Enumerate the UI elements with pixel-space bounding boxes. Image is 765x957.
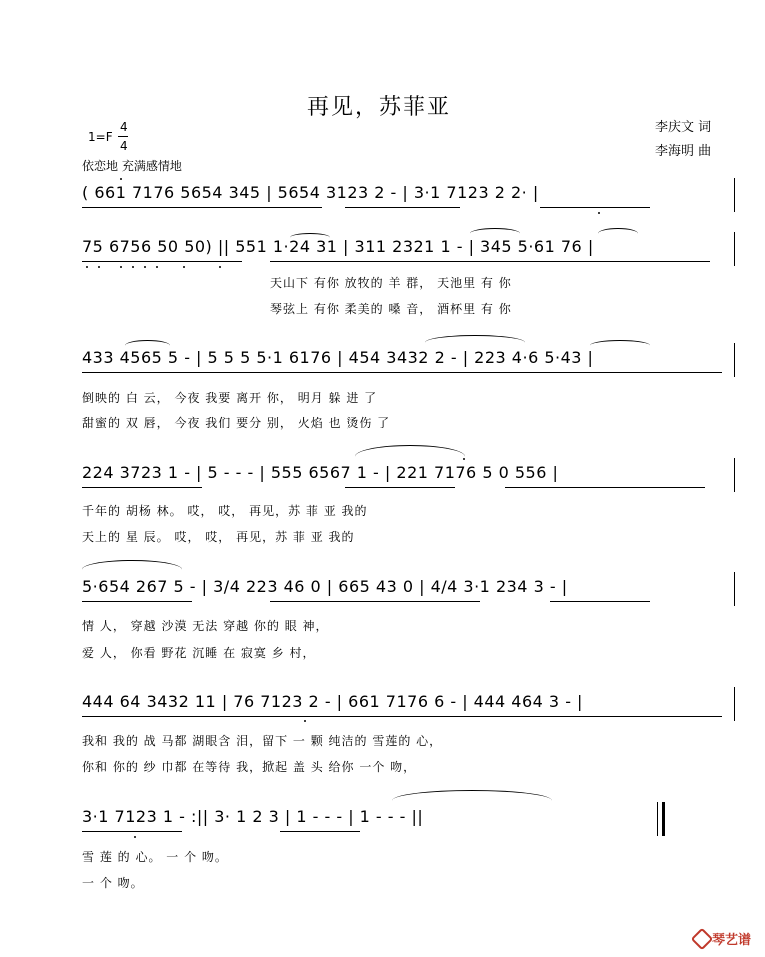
beam-line <box>82 207 322 208</box>
octave-dot <box>134 836 136 838</box>
octave-dot <box>463 458 465 460</box>
lyrics-row-3-verse-1: 倒映的 白 云， 今夜 我要 离开 你， 明月 躲 进 了 <box>82 391 378 405</box>
notes-row-4: 224 3723 1 - | 5 - - - | 555 6567 1 - | 221 7176 5 0 556 | <box>82 463 559 482</box>
octave-dot <box>219 266 221 268</box>
octave-dot <box>120 178 122 180</box>
slur-mark <box>392 790 552 811</box>
slur-mark <box>125 340 170 351</box>
octave-dot <box>304 720 306 722</box>
beam-line <box>345 487 455 488</box>
lyrics-row-3-verse-2: 甜蜜的 双 唇， 今夜 我们 要分 别， 火焰 也 烫伤 了 <box>82 416 391 430</box>
slur-mark <box>470 228 520 239</box>
beam-line <box>550 601 650 602</box>
octave-dot <box>156 266 158 268</box>
beam-line <box>505 487 705 488</box>
time-signature-top: 4 <box>120 120 128 134</box>
bar-line <box>734 343 735 377</box>
lyrics-row-4-verse-1: 千年的 胡杨 林。 哎， 哎， 再见，苏 菲 亚 我的 <box>82 504 368 518</box>
notes-row-6: 444 64 3432 11 | 76 7123 2 - | 661 7176 6 - | 444 464 3 - | <box>82 692 583 711</box>
bar-line <box>734 572 735 606</box>
notes-row-3: 433 4565 5 - | 5 5 5 5·1 6176 | 454 3432 2 - | 223 4·6 5·43 | <box>82 348 594 367</box>
beam-line <box>82 601 192 602</box>
notes-row-7: 3·1 7123 1 - :|| 3· 1 2 3 | 1 - - - | 1 - - - || <box>82 807 424 826</box>
lyricist-credit: 李庆文 词 <box>655 120 712 135</box>
notes-row-5: 5·654 267 5 - | 3/4 223 46 0 | 665 43 0 | 4/4 3·1 234 3 - | <box>82 577 568 596</box>
beam-line <box>82 487 202 488</box>
beam-line <box>82 261 242 262</box>
song-title: 再见，苏菲亚 <box>307 95 452 120</box>
bar-line <box>734 687 735 721</box>
octave-dot <box>183 266 185 268</box>
beam-line <box>270 601 480 602</box>
slur-mark <box>82 560 182 579</box>
slur-mark <box>290 233 330 242</box>
composer-credit: 李海明 曲 <box>655 144 712 159</box>
bar-line <box>734 232 735 266</box>
bar-line <box>734 458 735 492</box>
logo-icon <box>691 928 714 951</box>
final-bar-line <box>662 802 665 836</box>
lyrics-row-6-verse-2: 你和 你的 纱 巾都 在等待 我，掀起 盖 头 给你 一个 吻， <box>82 760 417 774</box>
expression-marking: 依恋地 充满感情地 <box>82 159 182 173</box>
octave-dot <box>144 266 146 268</box>
bar-line <box>657 802 658 836</box>
beam-line <box>345 207 460 208</box>
octave-dot <box>98 266 100 268</box>
lyrics-row-5-verse-1: 情 人， 穿越 沙漠 无法 穿越 你的 眼 神， <box>82 619 329 633</box>
beam-line <box>82 831 182 832</box>
bar-line <box>734 178 735 212</box>
watermark: 琴艺谱 <box>712 933 752 948</box>
lyrics-row-7-verse-2: 一 个 吻。 <box>82 876 144 890</box>
octave-dot <box>120 266 122 268</box>
beam-line <box>540 207 650 208</box>
beam-line <box>280 831 360 832</box>
key-signature: 1=F <box>88 130 113 144</box>
slur-mark <box>590 340 650 351</box>
notes-row-2: 75 6756 50 50) || 551 1·24 31 | 311 2321 1 - | 345 5·61 76 | <box>82 237 594 256</box>
notes-row-1: ( 661 7176 5654 345 | 5654 3123 2 - | 3·1 7123 2 2· | <box>82 183 539 202</box>
lyrics-row-4-verse-2: 天上的 星 辰。 哎， 哎， 再见，苏 菲 亚 我的 <box>82 530 355 544</box>
beam-line <box>82 716 722 717</box>
lyrics-row-2-verse-1: 天山下 有你 放牧的 羊 群， 天池里 有 你 <box>270 276 512 290</box>
slur-mark <box>355 445 465 468</box>
slur-mark <box>598 228 638 239</box>
lyrics-row-2-verse-2: 琴弦上 有你 柔美的 嗓 音， 酒杯里 有 你 <box>270 302 512 316</box>
octave-dot <box>598 212 600 214</box>
beam-line <box>82 372 722 373</box>
time-signature-bottom: 4 <box>120 139 128 153</box>
octave-dot <box>86 266 88 268</box>
beam-line <box>270 261 710 262</box>
lyrics-row-5-verse-2: 爱 人， 你看 野花 沉睡 在 寂寞 乡 村， <box>82 646 316 660</box>
lyrics-row-6-verse-1: 我和 我的 战 马都 湖眼含 泪，留下 一 颗 纯洁的 雪莲的 心， <box>82 734 443 748</box>
lyrics-row-7-verse-1: 雪 莲 的 心。 一 个 吻。 <box>82 850 228 864</box>
time-signature-line <box>118 136 128 137</box>
slur-mark <box>425 335 525 350</box>
octave-dot <box>132 266 134 268</box>
